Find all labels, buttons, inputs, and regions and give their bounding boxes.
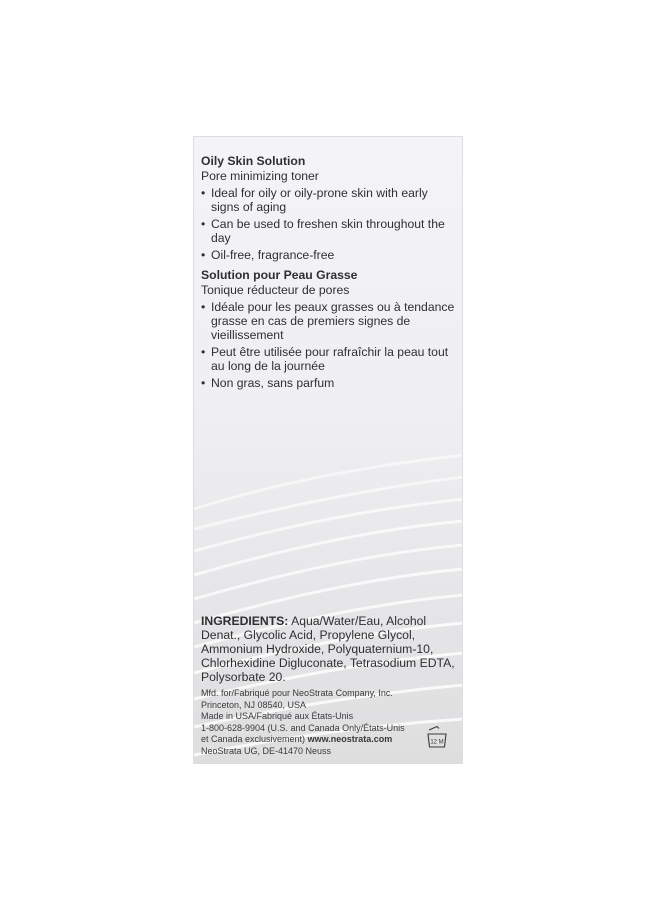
manufacturer-address: Princeton, NJ 08540, USA	[201, 699, 307, 710]
eu-address: NeoStrata UG, DE-41470 Neuss	[201, 745, 332, 756]
list-item: • Non gras, sans parfum	[201, 376, 335, 390]
ingredients-list: Aqua/Water/Eau, Alcohol Denat., Glycolic Acid, Propylene Glycol, Ammonium Hydroxide, Polyquaternium-10, Chlorhexidine Digluconate, Tetrasodium EDTA, Polysorbate 20.	[201, 614, 455, 684]
list-item: • Ideal for oily or oily-prone skin with early signs of aging	[201, 186, 428, 214]
product-label	[193, 136, 463, 764]
bullet-icon: •	[201, 376, 206, 390]
ingredients-heading: INGREDIENTS:	[201, 614, 289, 628]
english-section	[201, 154, 459, 265]
manufacturer-line: Mfd. for/Fabriqué pour NeoStrata Company, Inc.	[201, 688, 393, 698]
list-item: • Oil-free, fragrance-free	[201, 248, 335, 262]
english-subtitle: Pore minimizing toner	[201, 169, 319, 183]
bullet-icon: •	[201, 345, 206, 359]
french-bullet-list	[201, 300, 459, 390]
french-title: Solution pour Peau Grasse	[201, 268, 358, 282]
list-item: • Can be used to freshen skin throughout the day	[201, 217, 445, 245]
french-section	[201, 268, 459, 393]
ingredients-text	[201, 614, 463, 684]
bullet-icon: •	[201, 186, 206, 200]
made-in-line: Made in USA/Fabriqué aux États-Unis	[201, 711, 354, 721]
website-link[interactable]: www.neostrata.com	[307, 734, 393, 744]
english-title: Oily Skin Solution	[201, 154, 306, 168]
phone-line: 1-800-628-9904 (U.S. and Canada Only/États-Unis	[201, 722, 405, 733]
bullet-icon: •	[201, 248, 206, 262]
list-item: • Peut être utilisée pour rafraîchir la peau tout au long de la journée	[201, 345, 449, 373]
french-subtitle: Tonique réducteur de pores	[201, 283, 350, 297]
list-item: • Idéale pour les peaux grasses ou à tendance grasse en cas de premiers signes de vieillissement	[201, 300, 455, 342]
english-bullet-list	[201, 186, 459, 262]
open-jar-icon	[426, 725, 448, 749]
pao-label: 12 M	[430, 739, 444, 746]
website-line: et Canada exclusivement) www.neostrata.com	[201, 734, 393, 744]
manufacturer-info	[201, 688, 463, 757]
bullet-icon: •	[201, 300, 206, 314]
bullet-icon: •	[201, 217, 206, 231]
